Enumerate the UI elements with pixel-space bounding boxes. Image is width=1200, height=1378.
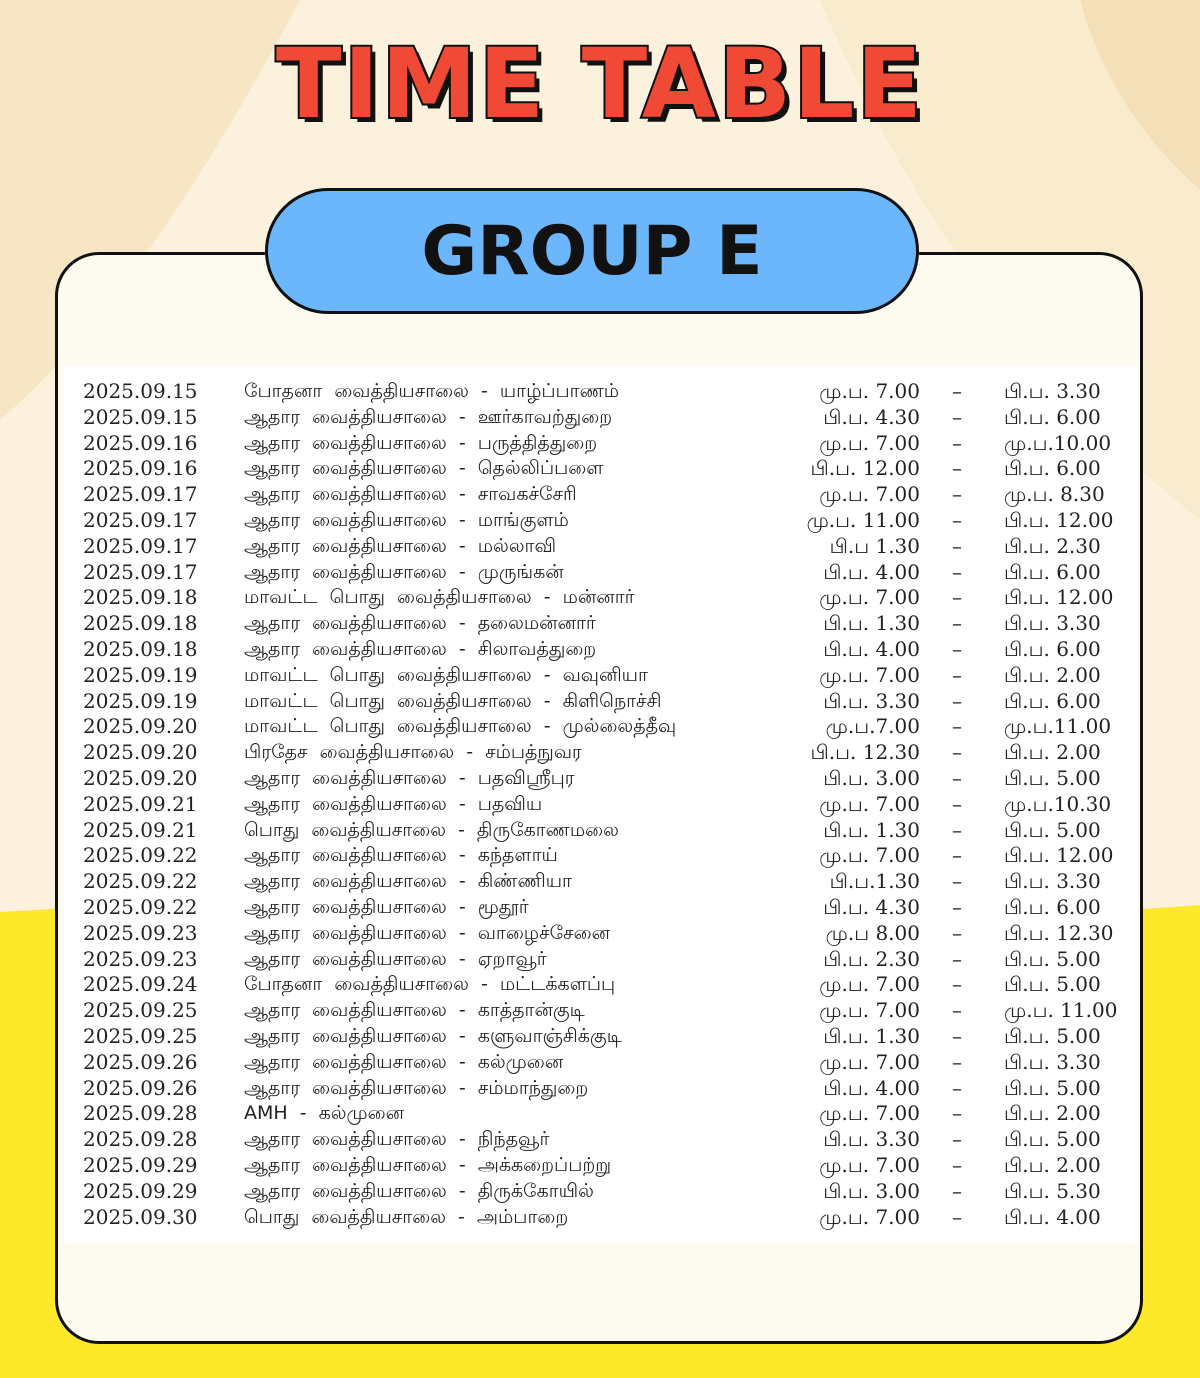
time-separator: –: [952, 430, 962, 455]
time-separator: –: [952, 559, 962, 584]
schedule-end-time: மு.ப. 8.30: [1004, 482, 1105, 507]
time-separator: –: [952, 688, 962, 713]
schedule-end-time: பி.ப. 5.00: [1004, 766, 1101, 790]
schedule-date: 2025.09.16: [83, 456, 198, 481]
schedule-end-time: பி.ப. 5.00: [1004, 817, 1101, 842]
schedule-start-time: மு.ப. 7.00: [819, 1153, 920, 1177]
schedule-date: 2025.09.17: [83, 533, 198, 558]
table-row: [64, 481, 1138, 507]
schedule-date: 2025.09.19: [83, 688, 198, 713]
schedule-end-time: மு.ப.11.00: [1004, 714, 1112, 739]
schedule-start-time: மு.ப. 7.00: [819, 1101, 920, 1126]
schedule-start-time: பி.ப. 4.30: [823, 404, 920, 429]
schedule-date: 2025.09.20: [83, 766, 198, 790]
table-row: [64, 533, 1138, 559]
schedule-start-time: மு.ப 8.00: [825, 920, 920, 945]
schedule-place: ஆதார வைத்தியசாலை - கிண்ணியா: [244, 870, 572, 893]
schedule-date: 2025.09.15: [83, 379, 198, 403]
schedule-place: ஆதார வைத்தியசாலை - ஊர்காவற்துறை: [244, 405, 613, 428]
schedule-end-time: பி.ப. 3.30: [1004, 869, 1101, 894]
schedule-start-time: மு.ப. 7.00: [819, 972, 920, 997]
schedule-end-time: பி.ப. 12.00: [1004, 508, 1114, 532]
schedule-date: 2025.09.26: [83, 1049, 198, 1074]
schedule-start-time: மு.ப. 7.00: [819, 379, 920, 403]
schedule-start-time: பி.ப. 2.30: [823, 946, 920, 971]
schedule-date: 2025.09.29: [83, 1178, 198, 1203]
schedule-place: ஆதார வைத்தியசாலை - ஏறாவூர்: [244, 947, 547, 970]
schedule-place: பொது வைத்தியசாலை - திருகோணமலை: [244, 818, 619, 841]
table-row: [64, 1178, 1138, 1204]
table-row: [64, 610, 1138, 636]
schedule-end-time: பி.ப. 2.30: [1004, 533, 1101, 558]
time-separator: –: [952, 946, 962, 971]
schedule-date: 2025.09.15: [83, 404, 198, 429]
schedule-end-time: பி.ப. 5.00: [1004, 946, 1101, 971]
time-separator: –: [952, 1204, 962, 1229]
time-separator: –: [952, 972, 962, 997]
schedule-place: ஆதார வைத்தியசாலை - கந்தளாய்: [244, 844, 558, 867]
schedule-place: மாவட்ட பொது வைத்தியசாலை - முல்லைத்தீவு: [244, 715, 677, 738]
table-row: [64, 1075, 1138, 1101]
schedule-end-time: பி.ப. 2.00: [1004, 662, 1101, 687]
schedule-end-time: பி.ப. 3.30: [1004, 379, 1101, 403]
schedule-start-time: பி.ப. 12.00: [810, 456, 920, 481]
schedule-start-time: பி.ப. 3.30: [823, 1127, 920, 1152]
schedule-start-time: மு.ப. 7.00: [819, 1204, 920, 1229]
schedule-place: ஆதார வைத்தியசாலை - பதவிய: [244, 792, 543, 815]
table-row: [64, 584, 1138, 610]
schedule-place: ஆதார வைத்தியசாலை - பதவிஸ்ரீபுர: [244, 767, 575, 789]
time-separator: –: [952, 1127, 962, 1152]
schedule-place: பிரதேச வைத்தியசாலை - சம்பத்நுவர: [244, 741, 582, 764]
time-separator: –: [952, 585, 962, 610]
schedule-place: ஆதார வைத்தியசாலை - முருங்கன்: [244, 560, 564, 583]
schedule-end-time: பி.ப. 12.00: [1004, 585, 1114, 610]
table-row: [64, 1049, 1138, 1075]
time-separator: –: [952, 1075, 962, 1100]
schedule-end-time: பி.ப. 2.00: [1004, 1153, 1101, 1177]
schedule-date: 2025.09.21: [83, 817, 198, 842]
schedule-table: [64, 366, 1138, 1244]
schedule-place: ஆதார வைத்தியசாலை - சம்மாந்துறை: [244, 1076, 589, 1099]
schedule-place: ஆதார வைத்தியசாலை - திருக்கோயில்: [244, 1179, 594, 1202]
time-separator: –: [952, 533, 962, 558]
schedule-date: 2025.09.28: [83, 1127, 198, 1152]
table-row: [64, 688, 1138, 714]
table-row: [64, 946, 1138, 972]
time-separator: –: [952, 508, 962, 532]
schedule-end-time: மு.ப. 11.00: [1004, 998, 1118, 1023]
table-row: [64, 971, 1138, 997]
schedule-date: 2025.09.26: [83, 1075, 198, 1100]
schedule-date: 2025.09.22: [83, 869, 198, 894]
schedule-end-time: பி.ப. 3.30: [1004, 1049, 1101, 1074]
table-row: [64, 455, 1138, 481]
time-separator: –: [952, 1178, 962, 1203]
schedule-date: 2025.09.18: [83, 585, 198, 610]
schedule-place: ஆதார வைத்தியசாலை - வாழைச்சேனை: [244, 921, 611, 944]
table-row: [64, 842, 1138, 868]
table-row: [64, 713, 1138, 739]
schedule-start-time: மு.ப. 7.00: [819, 430, 920, 455]
table-row: [64, 739, 1138, 765]
table-row: [64, 997, 1138, 1023]
schedule-place: மாவட்ட பொது வைத்தியசாலை - கிளிநொச்சி: [244, 689, 662, 712]
schedule-date: 2025.09.22: [83, 895, 198, 919]
schedule-end-time: பி.ப. 12.30: [1004, 920, 1114, 945]
schedule-place: ஆதார வைத்தியசாலை - நிந்தவூர்: [244, 1128, 550, 1151]
schedule-date: 2025.09.28: [83, 1101, 198, 1126]
table-row: [64, 507, 1138, 533]
time-separator: –: [952, 740, 962, 765]
schedule-date: 2025.09.20: [83, 714, 198, 739]
schedule-date: 2025.09.21: [83, 791, 198, 816]
time-separator: –: [952, 791, 962, 816]
time-separator: –: [952, 404, 962, 429]
table-row: [64, 559, 1138, 585]
schedule-end-time: பி.ப. 6.00: [1004, 895, 1101, 919]
time-separator: –: [952, 662, 962, 687]
schedule-start-time: மு.ப. 7.00: [819, 843, 920, 868]
schedule-place: ஆதார வைத்தியசாலை - சிலாவத்துறை: [244, 638, 597, 660]
schedule-place: ஆதார வைத்தியசாலை - தலைமன்னார்: [244, 612, 596, 635]
time-separator: –: [952, 637, 962, 661]
table-row: [64, 662, 1138, 688]
time-separator: –: [952, 895, 962, 919]
schedule-start-time: மு.ப. 7.00: [819, 585, 920, 610]
schedule-place: ஆதார வைத்தியசாலை - கல்முனை: [244, 1050, 564, 1073]
schedule-end-time: பி.ப. 5.00: [1004, 1024, 1101, 1048]
schedule-date: 2025.09.17: [83, 482, 198, 507]
schedule-end-time: பி.ப. 2.00: [1004, 1101, 1101, 1126]
table-row: [64, 1126, 1138, 1152]
schedule-end-time: பி.ப. 6.00: [1004, 404, 1101, 429]
schedule-place: போதனா வைத்தியசாலை - மட்டக்களப்பு: [244, 973, 616, 996]
table-row: [64, 817, 1138, 843]
schedule-end-time: பி.ப. 5.00: [1004, 1075, 1101, 1100]
schedule-date: 2025.09.23: [83, 920, 198, 945]
schedule-end-time: மு.ப.10.30: [1004, 791, 1112, 816]
schedule-start-time: பி.ப. 4.00: [823, 637, 920, 661]
time-separator: –: [952, 1049, 962, 1074]
schedule-place: ஆதார வைத்தியசாலை - மூதூர்: [244, 896, 529, 918]
table-row: [64, 1152, 1138, 1178]
schedule-start-time: பி.ப. 3.00: [823, 1178, 920, 1203]
schedule-place: ஆதார வைத்தியசாலை - அக்கறைப்பற்று: [244, 1154, 612, 1176]
schedule-start-time: பி.ப. 1.30: [823, 1024, 920, 1048]
schedule-date: 2025.09.25: [83, 998, 198, 1023]
schedule-start-time: பி.ப. 4.30: [823, 895, 920, 919]
table-row: [64, 1023, 1138, 1049]
schedule-start-time: மு.ப.7.00: [825, 714, 920, 739]
schedule-start-time: மு.ப. 7.00: [819, 482, 920, 507]
time-separator: –: [952, 1153, 962, 1177]
schedule-start-time: பி.ப. 1.30: [823, 817, 920, 842]
schedule-start-time: பி.ப. 3.00: [823, 766, 920, 790]
schedule-start-time: பி.ப. 12.30: [810, 740, 920, 765]
schedule-date: 2025.09.29: [83, 1153, 198, 1177]
schedule-place: ஆதார வைத்தியசாலை - தெல்லிப்பளை: [244, 457, 604, 480]
schedule-end-time: பி.ப. 2.00: [1004, 740, 1101, 765]
table-row: [64, 378, 1138, 404]
schedule-place: மாவட்ட பொது வைத்தியசாலை - வவுனியா: [244, 663, 648, 686]
schedule-end-time: பி.ப. 5.00: [1004, 1127, 1101, 1152]
schedule-place: ஆதார வைத்தியசாலை - மாங்குளம்: [244, 509, 569, 531]
schedule-date: 2025.09.16: [83, 430, 198, 455]
schedule-end-time: மு.ப.10.00: [1004, 430, 1112, 455]
schedule-date: 2025.09.20: [83, 740, 198, 765]
schedule-start-time: மு.ப. 7.00: [819, 998, 920, 1023]
schedule-end-time: பி.ப. 6.00: [1004, 456, 1101, 481]
schedule-end-time: பி.ப. 4.00: [1004, 1204, 1101, 1229]
schedule-place: போதனா வைத்தியசாலை - யாழ்ப்பாணம்: [244, 380, 620, 402]
time-separator: –: [952, 714, 962, 739]
schedule-date: 2025.09.23: [83, 946, 198, 971]
schedule-date: 2025.09.22: [83, 843, 198, 868]
table-row: [64, 791, 1138, 817]
table-row: [64, 1100, 1138, 1126]
schedule-end-time: பி.ப. 5.00: [1004, 972, 1101, 997]
schedule-end-time: பி.ப. 5.30: [1004, 1178, 1101, 1203]
group-label: GROUP E: [265, 188, 919, 314]
table-row: [64, 430, 1138, 456]
time-separator: –: [952, 379, 962, 403]
table-row: [64, 920, 1138, 946]
schedule-place: பொது வைத்தியசாலை - அம்பாறை: [244, 1205, 569, 1228]
schedule-date: 2025.09.18: [83, 637, 198, 661]
time-separator: –: [952, 869, 962, 894]
schedule-end-time: பி.ப. 6.00: [1004, 688, 1101, 713]
schedule-start-time: பி.ப.1.30: [829, 869, 920, 894]
time-separator: –: [952, 920, 962, 945]
time-separator: –: [952, 1024, 962, 1048]
time-separator: –: [952, 456, 962, 481]
page-title: TIME TABLE: [276, 28, 924, 140]
schedule-start-time: பி.ப. 4.00: [823, 559, 920, 584]
time-separator: –: [952, 482, 962, 507]
schedule-date: 2025.09.30: [83, 1204, 198, 1229]
schedule-start-time: மு.ப. 7.00: [819, 662, 920, 687]
table-row: [64, 1204, 1138, 1230]
schedule-start-time: மு.ப. 7.00: [819, 791, 920, 816]
schedule-end-time: பி.ப. 6.00: [1004, 559, 1101, 584]
time-separator: –: [952, 843, 962, 868]
schedule-end-time: பி.ப. 6.00: [1004, 637, 1101, 661]
schedule-start-time: பி.ப 1.30: [829, 533, 920, 558]
schedule-date: 2025.09.17: [83, 559, 198, 584]
time-separator: –: [952, 766, 962, 790]
time-separator: –: [952, 998, 962, 1023]
schedule-start-time: மு.ப. 11.00: [806, 508, 920, 532]
schedule-date: 2025.09.19: [83, 662, 198, 687]
schedule-place: AMH - கல்முனை: [244, 1102, 405, 1125]
schedule-date: 2025.09.17: [83, 508, 198, 532]
schedule-place: ஆதார வைத்தியசாலை - பருத்தித்துறை: [244, 431, 598, 454]
schedule-place: ஆதார வைத்தியசாலை - களுவாஞ்சிக்குடி: [244, 1025, 622, 1047]
schedule-start-time: மு.ப. 7.00: [819, 1049, 920, 1074]
schedule-date: 2025.09.24: [83, 972, 198, 997]
time-separator: –: [952, 1101, 962, 1126]
table-row: [64, 636, 1138, 662]
schedule-end-time: பி.ப. 12.00: [1004, 843, 1114, 868]
table-row: [64, 765, 1138, 791]
schedule-date: 2025.09.18: [83, 611, 198, 636]
time-separator: –: [952, 611, 962, 636]
schedule-place: ஆதார வைத்தியசாலை - காத்தான்குடி: [244, 999, 585, 1022]
table-row: [64, 894, 1138, 920]
schedule-place: ஆதார வைத்தியசாலை - சாவகச்சேரி: [244, 483, 577, 506]
schedule-start-time: பி.ப. 1.30: [823, 611, 920, 636]
schedule-start-time: பி.ப. 3.30: [823, 688, 920, 713]
table-row: [64, 404, 1138, 430]
schedule-end-time: பி.ப. 3.30: [1004, 611, 1101, 636]
schedule-place: ஆதார வைத்தியசாலை - மல்லாவி: [244, 534, 557, 557]
schedule-start-time: பி.ப. 4.00: [823, 1075, 920, 1100]
schedule-place: மாவட்ட பொது வைத்தியசாலை - மன்னார்: [244, 586, 635, 609]
time-separator: –: [952, 817, 962, 842]
table-row: [64, 868, 1138, 894]
schedule-date: 2025.09.25: [83, 1024, 198, 1048]
